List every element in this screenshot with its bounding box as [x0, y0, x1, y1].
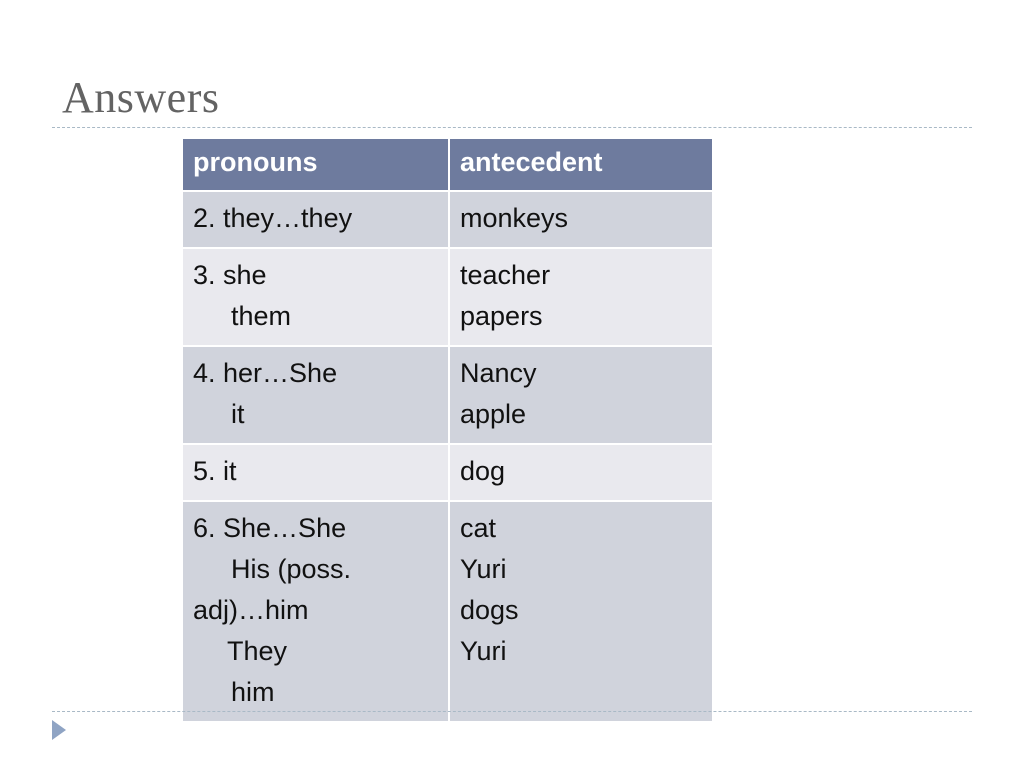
- antecedent-text: apple: [460, 399, 527, 429]
- pronouns-cell: [182, 444, 449, 501]
- antecedent-cell: [449, 191, 713, 248]
- pronoun-text: 2. they…they: [193, 203, 353, 233]
- pronouns-cell: [182, 346, 449, 444]
- pronoun-text: 5. it: [193, 456, 237, 486]
- table-row: [182, 346, 713, 444]
- antecedent-text: Yuri: [460, 554, 507, 584]
- footer-divider: [52, 711, 972, 712]
- antecedent-text: Yuri: [460, 636, 507, 666]
- pronoun-text: him: [231, 677, 275, 707]
- header-antecedent: antecedent: [449, 138, 713, 191]
- pronoun-text: adj)…him: [193, 595, 309, 625]
- table-row: [182, 191, 713, 248]
- antecedent-cell: [449, 501, 713, 722]
- antecedent-text: Nancy: [460, 358, 537, 388]
- antecedent-text: papers: [460, 301, 543, 331]
- table-row: [182, 501, 713, 722]
- pronoun-text: 6. She…She: [193, 513, 347, 543]
- pronoun-text: 4. her…She: [193, 358, 338, 388]
- table-header-row: [182, 138, 713, 191]
- answers-table: [181, 137, 714, 723]
- pronoun-text: They: [227, 636, 288, 666]
- pronoun-text: them: [231, 301, 292, 331]
- triangle-arrow-icon: [52, 720, 66, 740]
- antecedent-cell: [449, 346, 713, 444]
- antecedent-cell: [449, 248, 713, 346]
- antecedent-cell: [449, 444, 713, 501]
- antecedent-text: teacher: [460, 260, 551, 290]
- pronoun-text: His (poss.: [231, 554, 352, 584]
- antecedent-text: cat: [460, 513, 497, 543]
- pronouns-cell: [182, 501, 449, 722]
- pronouns-cell: [182, 248, 449, 346]
- pronoun-text: it: [231, 399, 245, 429]
- antecedent-text: dog: [460, 456, 506, 486]
- antecedent-text: dogs: [460, 595, 519, 625]
- pronoun-text: 3. she: [193, 260, 267, 290]
- slide-title: Answers: [62, 73, 220, 122]
- antecedent-text: monkeys: [460, 203, 569, 233]
- table-row: [182, 444, 713, 501]
- title-divider: [52, 127, 972, 128]
- table-row: [182, 248, 713, 346]
- header-pronouns: pronouns: [182, 138, 449, 191]
- pronouns-cell: [182, 191, 449, 248]
